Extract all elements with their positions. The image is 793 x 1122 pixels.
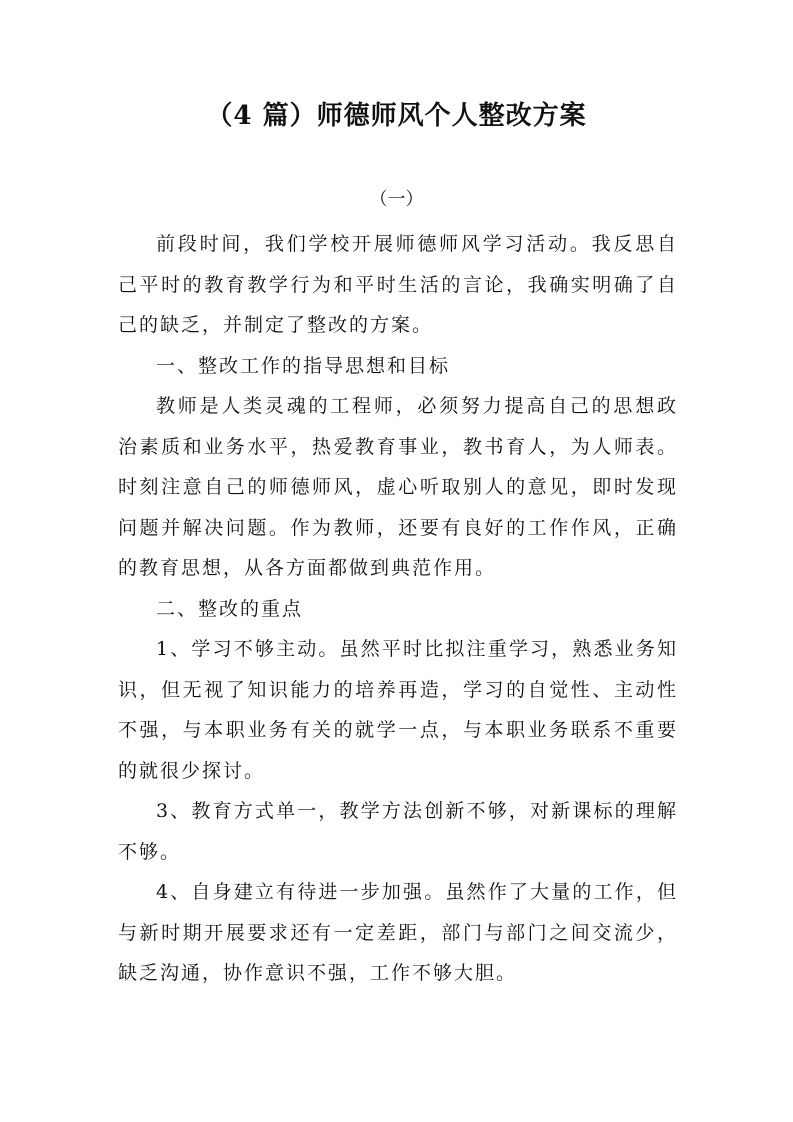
section-number: （一） xyxy=(369,189,424,210)
document-body xyxy=(118,224,678,994)
paragraph-guiding-thought: 教师是人类灵魂的工程师，必须努力提高自己的思想政治素质和业务水平，热爱教育事业，教书育人，为人师表。时刻注意自己的师德师风，虚心听取别人的意见，即时发现问题并解决问题。作为教师，还要有良好的工作作风，正确的教育思想，从各方面都做到典范作用。 xyxy=(118,395,678,579)
document-title: （4 篇）师德师风个人整改方案 xyxy=(206,101,587,131)
paragraph-intro: 前段时间，我们学校开展师德师风学习活动。我反思自己平时的教育教学行为和平时生活的言论，我确实明确了自己的缺乏，并制定了整改的方案。 xyxy=(118,233,678,336)
paragraph-point-4: 4、自身建立有待进一步加强。虽然作了大量的工作，但与新时期开展要求还有一定差距，部门与部门之间交流少，缺乏沟通，协作意识不强，工作不够大胆。 xyxy=(118,881,678,984)
heading-key-points: 二、整改的重点 xyxy=(156,597,304,620)
paragraph-point-1: 1、学习不够主动。虽然平时比拟注重学习，熟悉业务知识，但无视了知识能力的培养再造，学习的自觉性、主动性不强，与本职业务有关的就学一点，与本职业务联系不重要的就很少探讨。 xyxy=(118,638,678,782)
heading-guiding-thought: 一、整改工作的指导思想和目标 xyxy=(156,354,451,377)
paragraph-point-3: 3、教育方式单一，教学方法创新不够，对新课标的理解不够。 xyxy=(118,800,678,863)
